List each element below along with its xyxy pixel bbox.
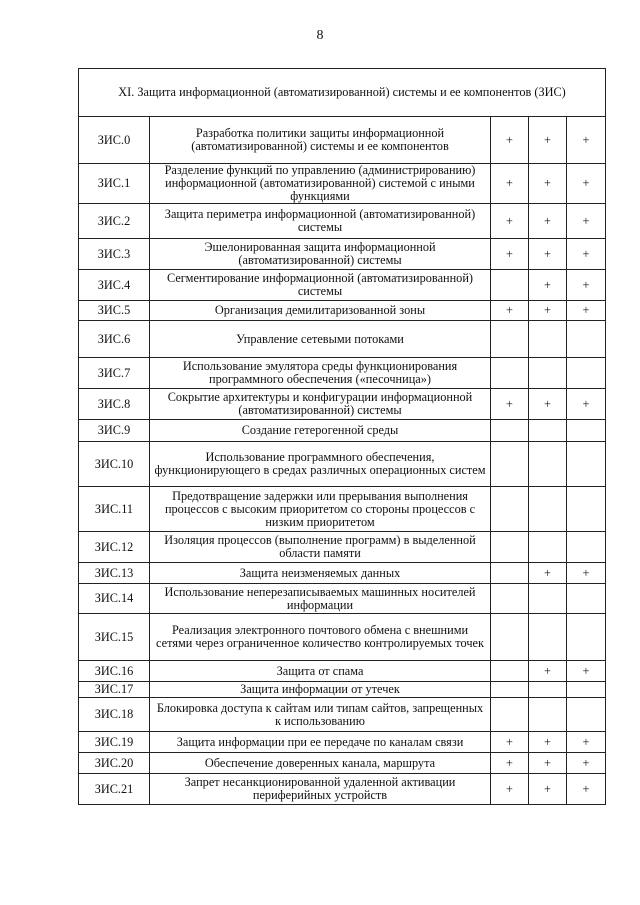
mark-cell-2 [529,682,567,698]
mark-cell-3: + [567,661,606,682]
measure-name: Изоляция процессов (выполнение программ) в выделенной области памяти [150,532,491,563]
measure-name: Эшелонированная защита информационной (автоматизированной) системы [150,239,491,270]
measure-code: ЗИС.13 [79,563,150,584]
mark-cell-1 [491,661,529,682]
mark-cell-3: + [567,270,606,301]
measure-name: Блокировка доступа к сайтам или типам сайтов, запрещенных к использованию [150,698,491,732]
measure-name: Защита информации от утечек [150,682,491,698]
mark-cell-3 [567,358,606,389]
mark-cell-1 [491,532,529,563]
mark-cell-3: + [567,117,606,164]
measure-name: Реализация электронного почтового обмена с внешними сетями через ограниченное количество контролируемых точек [150,614,491,661]
measure-name: Управление сетевыми потоками [150,321,491,358]
mark-cell-1 [491,487,529,532]
mark-cell-2: + [529,774,567,805]
measure-code: ЗИС.15 [79,614,150,661]
mark-cell-3 [567,487,606,532]
mark-cell-2: + [529,117,567,164]
mark-cell-2: + [529,164,567,204]
measure-name: Использование неперезаписываемых машинных носителей информации [150,584,491,614]
mark-cell-1 [491,442,529,487]
measure-code: ЗИС.6 [79,321,150,358]
mark-cell-2 [529,420,567,442]
mark-cell-2 [529,487,567,532]
mark-cell-3: + [567,164,606,204]
mark-cell-1: + [491,389,529,420]
mark-cell-2: + [529,661,567,682]
measure-code: ЗИС.19 [79,732,150,753]
mark-cell-2: + [529,732,567,753]
mark-cell-2 [529,442,567,487]
table-row [79,389,606,420]
mark-cell-1 [491,698,529,732]
mark-cell-3: + [567,753,606,774]
mark-cell-1 [491,584,529,614]
mark-cell-1: + [491,774,529,805]
mark-cell-3: + [567,774,606,805]
table-row [79,584,606,614]
mark-cell-3: + [567,732,606,753]
mark-cell-1 [491,358,529,389]
measure-code: ЗИС.18 [79,698,150,732]
mark-cell-2 [529,358,567,389]
mark-cell-1: + [491,301,529,321]
mark-cell-2: + [529,239,567,270]
table-row [79,661,606,682]
measures-table [78,68,606,805]
measure-name: Защита периметра информационной (автоматизированной) системы [150,204,491,239]
mark-cell-3 [567,682,606,698]
measure-code: ЗИС.21 [79,774,150,805]
mark-cell-2: + [529,389,567,420]
measure-code: ЗИС.3 [79,239,150,270]
measure-code: ЗИС.10 [79,442,150,487]
mark-cell-1: + [491,164,529,204]
mark-cell-1 [491,614,529,661]
measure-code: ЗИС.11 [79,487,150,532]
measure-code: ЗИС.2 [79,204,150,239]
measure-name: Предотвращение задержки или прерывания выполнения процессов с высоким приоритетом со стороны процессов с низким приоритетом [150,487,491,532]
measure-name: Разделение функций по управлению (администрированию) информационной (автоматизированной) системой с иными функциями [150,164,491,204]
table-row [79,358,606,389]
measure-code: ЗИС.5 [79,301,150,321]
table-row [79,614,606,661]
mark-cell-3 [567,532,606,563]
table-row [79,164,606,204]
measure-code: ЗИС.9 [79,420,150,442]
measure-name: Запрет несанкционированной удаленной активации периферийных устройств [150,774,491,805]
mark-cell-3 [567,614,606,661]
mark-cell-2: + [529,204,567,239]
measure-code: ЗИС.0 [79,117,150,164]
measure-code: ЗИС.20 [79,753,150,774]
measure-name: Защита от спама [150,661,491,682]
mark-cell-2: + [529,301,567,321]
table-row [79,487,606,532]
mark-cell-1 [491,321,529,358]
mark-cell-1: + [491,204,529,239]
table-row [79,532,606,563]
mark-cell-1: + [491,239,529,270]
measure-code: ЗИС.1 [79,164,150,204]
table-row [79,774,606,805]
table-row [79,563,606,584]
table-row [79,239,606,270]
mark-cell-3 [567,442,606,487]
measure-name: Использование эмулятора среды функционирования программного обеспечения («песочница») [150,358,491,389]
table-row [79,270,606,301]
mark-cell-1 [491,270,529,301]
mark-cell-3: + [567,301,606,321]
measure-name: Разработка политики защиты информационной (автоматизированной) системы и ее компонентов [150,117,491,164]
mark-cell-2: + [529,563,567,584]
mark-cell-3: + [567,204,606,239]
measure-code: ЗИС.17 [79,682,150,698]
measure-code: ЗИС.14 [79,584,150,614]
mark-cell-2: + [529,270,567,301]
table-row [79,753,606,774]
mark-cell-1: + [491,753,529,774]
mark-cell-3: + [567,239,606,270]
section-header-row [79,69,606,117]
table-row [79,442,606,487]
measure-code: ЗИС.7 [79,358,150,389]
measure-code: ЗИС.4 [79,270,150,301]
mark-cell-3 [567,698,606,732]
mark-cell-3 [567,584,606,614]
measure-name: Сокрытие архитектуры и конфигурации информационной (автоматизированной) системы [150,389,491,420]
measure-name: Сегментирование информационной (автоматизированной) системы [150,270,491,301]
mark-cell-1 [491,682,529,698]
measure-name: Обеспечение доверенных канала, маршрута [150,753,491,774]
table-row [79,117,606,164]
table-row [79,420,606,442]
measure-code: ЗИС.12 [79,532,150,563]
mark-cell-2: + [529,753,567,774]
table-row [79,204,606,239]
table-row [79,321,606,358]
mark-cell-3 [567,321,606,358]
table-row [79,732,606,753]
table-row [79,301,606,321]
page-number: 8 [316,28,324,43]
mark-cell-1: + [491,117,529,164]
mark-cell-2 [529,614,567,661]
measure-name: Использование программного обеспечения, функционирующего в средах различных операционных систем [150,442,491,487]
mark-cell-3: + [567,563,606,584]
measure-code: ЗИС.16 [79,661,150,682]
mark-cell-1 [491,420,529,442]
measure-name: Защита неизменяемых данных [150,563,491,584]
mark-cell-2 [529,321,567,358]
mark-cell-1: + [491,732,529,753]
mark-cell-2 [529,584,567,614]
mark-cell-3 [567,420,606,442]
mark-cell-2 [529,532,567,563]
mark-cell-1 [491,563,529,584]
measure-name: Создание гетерогенной среды [150,420,491,442]
measure-code: ЗИС.8 [79,389,150,420]
table-row [79,698,606,732]
mark-cell-3: + [567,389,606,420]
section-title: XI. Защита информационной (автоматизированной) системы и ее компонентов (ЗИС) [79,69,606,117]
mark-cell-2 [529,698,567,732]
table-row [79,682,606,698]
measure-name: Защита информации при ее передаче по каналам связи [150,732,491,753]
measure-name: Организация демилитаризованной зоны [150,301,491,321]
